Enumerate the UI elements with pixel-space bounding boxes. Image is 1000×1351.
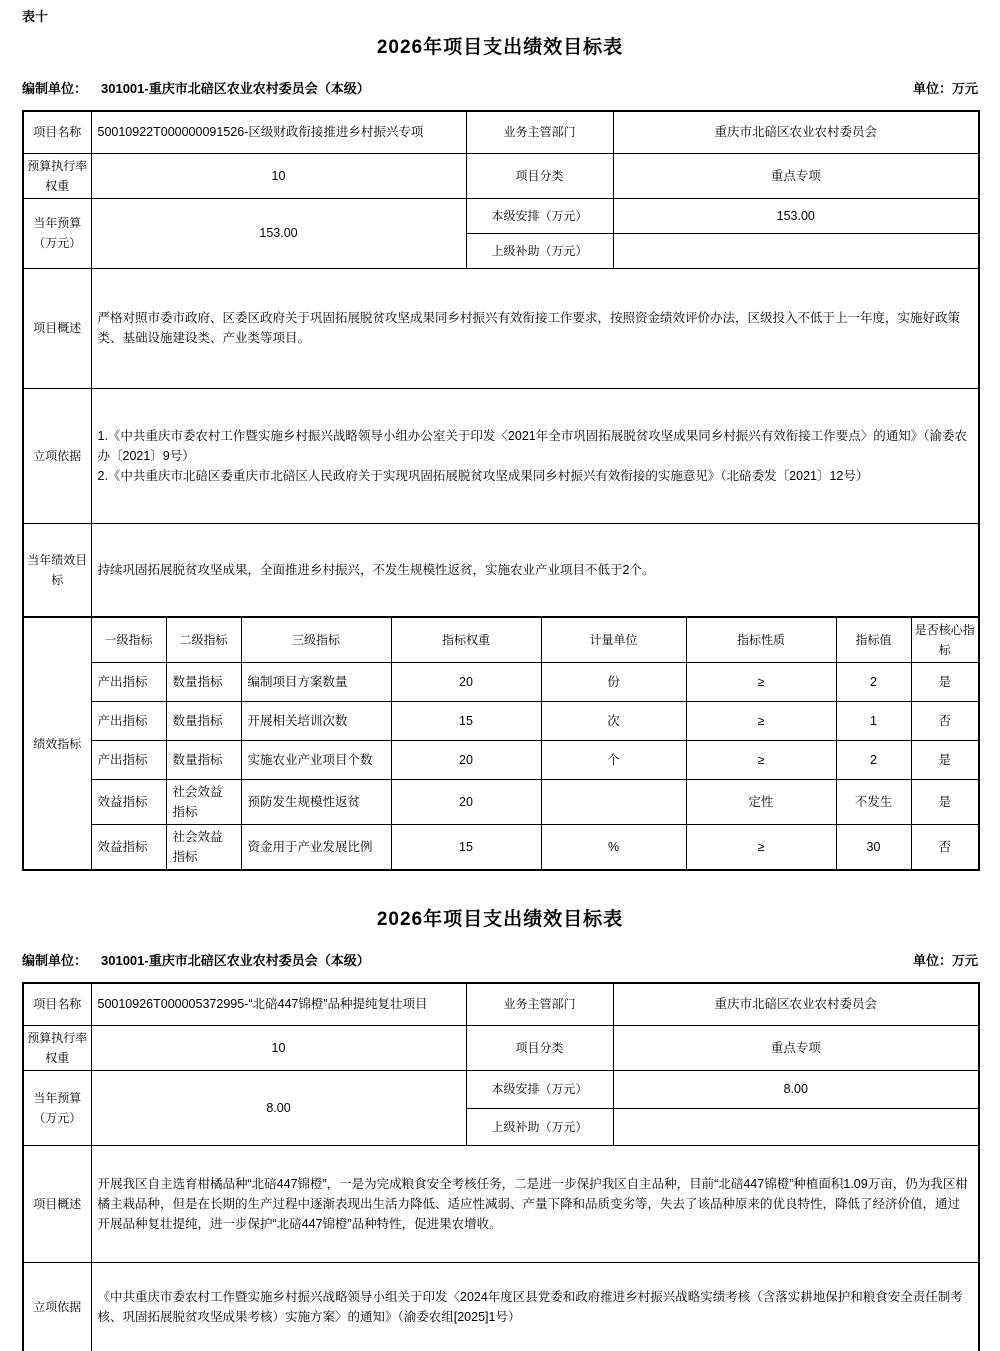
indicator-cell: 效益指标 [91,825,166,871]
exec-weight-label: 预算执行率权重 [23,153,91,198]
project-name-label: 项目名称 [23,111,91,153]
prepared-by-value: 301001-重庆市北碚区农业农村委员会（本级） [101,81,370,96]
table-number-label: 表十 [22,9,49,24]
basis-value [91,388,979,523]
indicator-cell: 否 [911,702,979,741]
indicator-cell: 数量指标 [166,702,241,741]
category-value: 重点专项 [613,153,979,198]
prepared-by [22,81,370,97]
indicator-cell [541,780,686,825]
prepared-by-label: 编制单位： [22,953,88,968]
indicator-cell: 30 [836,825,911,871]
indicator-cell: 个 [541,741,686,780]
dept-label: 业务主管部门 [466,111,613,153]
local-arrangement-value: 153.00 [613,198,979,233]
unit-label: 单位：万元 [912,81,978,96]
column-header: 指标权重 [391,617,541,663]
indicator-cell: % [541,825,686,871]
superior-subsidy-value [613,233,979,268]
overview-label: 项目概述 [23,268,91,388]
exec-weight-value: 10 [91,1025,466,1070]
exec-weight-value: 10 [91,153,466,198]
column-header: 二级指标 [166,617,241,663]
indicator-cell: 20 [391,780,541,825]
indicator-cell: 次 [541,702,686,741]
table-row [23,111,979,153]
indicator-cell: 份 [541,663,686,702]
indicator-cell: 社会效益指标 [166,825,241,871]
superior-subsidy-value [613,1108,979,1145]
basis-label: 立项依据 [23,388,91,523]
column-header: 指标值 [836,617,911,663]
column-header: 一级指标 [91,617,166,663]
prepared-by-label: 编制单位： [22,81,88,96]
indicator-cell: 产出指标 [91,741,166,780]
budget-value: 8.00 [91,1070,466,1145]
indicators-section-label: 绩效指标 [23,617,91,870]
project-name-label: 项目名称 [23,983,91,1025]
indicator-cell: 是 [911,741,979,780]
basis-label: 立项依据 [23,1262,91,1351]
project-info-table [22,982,980,1351]
overview-label: 项目概述 [23,1145,91,1262]
table-row [23,388,979,523]
dept-label: 业务主管部门 [466,983,613,1025]
indicator-cell: ≥ [686,663,836,702]
budget-value: 153.00 [91,198,466,268]
performance-indicators-table [22,616,980,871]
category-label: 项目分类 [466,1025,613,1070]
indicator-cell: ≥ [686,741,836,780]
indicator-cell: 2 [836,741,911,780]
prepared-by-value: 301001-重庆市北碚区农业农村委员会（本级） [101,953,370,968]
indicator-cell: 数量指标 [166,741,241,780]
dept-value: 重庆市北碚区农业农村委员会 [613,111,979,153]
basis-line: 2.《中共重庆市北碚区委重庆市北碚区人民政府关于实现巩固拓展脱贫攻坚成果同乡村振兴有效衔接的实施意见》（北碚委发〔2021〕12号） [97,468,869,483]
annual-goal-label: 当年绩效目标 [23,523,91,617]
column-header: 三级指标 [241,617,391,663]
indicator-cell: 不发生 [836,780,911,825]
budget-label: 当年预算（万元） [23,1070,91,1145]
column-header: 计量单位 [541,617,686,663]
overview-value: 开展我区自主选育柑橘品种“北碚447锦橙”，一是为完成粮食安全考核任务，二是进一步保护我区自主品种，目前“北碚447锦橙”种植面积1.09万亩，仍为我区柑橘主栽品种，但是在长期的生产过程中逐渐表现出生活力降低、适应性减弱、产量下降和品质变劣等，失去了该品种原来的优良特性，降低了经济价值，通过开展品种复壮提纯，进一步保护“北碚447锦橙”品种特性，促进果农增收。 [91,1145,979,1262]
dept-value: 重庆市北碚区农业农村委员会 [613,983,979,1025]
indicator-header-row [23,617,979,663]
local-arrangement-value: 8.00 [613,1070,979,1108]
indicator-row [23,825,979,871]
project-name-value: 50010922T000000091526-区级财政衔接推进乡村振兴专项 [91,111,466,153]
local-arrangement-label: 本级安排（万元） [466,1070,613,1108]
table-row [23,1070,979,1108]
column-header: 是否核心指标 [911,617,979,663]
table-row [23,268,979,388]
project-name-value: 50010926T000005372995-“北碚447锦橙”品种提纯复壮项目 [91,983,466,1025]
indicator-cell: 15 [391,825,541,871]
local-arrangement-label: 本级安排（万元） [466,198,613,233]
report-title: 2026年项目支出绩效目标表 [376,37,624,58]
indicator-cell: 1 [836,702,911,741]
indicator-cell: 是 [911,663,979,702]
indicator-cell: 20 [391,741,541,780]
exec-weight-label: 预算执行率权重 [23,1025,91,1070]
basis-line: 1.《中共重庆市委农村工作暨实施乡村振兴战略领导小组办公室关于印发〈2021年全市巩固拓展脱贫攻坚成果同乡村振兴有效衔接工作要点〉的通知》（渝委农办〔2021〕9号） [97,428,967,463]
indicator-cell: 资金用于产业发展比例 [241,825,391,871]
indicator-cell: 定性 [686,780,836,825]
table-row [23,198,979,233]
table-row [23,153,979,198]
indicator-cell: 产出指标 [91,663,166,702]
basis-value [91,1262,979,1351]
indicator-cell: 2 [836,663,911,702]
indicator-cell: 数量指标 [166,663,241,702]
category-label: 项目分类 [466,153,613,198]
overview-value: 严格对照市委市政府、区委区政府关于巩固拓展脱贫攻坚成果同乡村振兴有效衔接工作要求，按照资金绩效评价办法，区级投入不低于上一年度，实施好政策类、基础设施建设类、产业类等项目。 [91,268,979,388]
column-header: 指标性质 [686,617,836,663]
indicator-row [23,780,979,825]
budget-label: 当年预算（万元） [23,198,91,268]
indicator-cell: 开展相关培训次数 [241,702,391,741]
indicator-row [23,702,979,741]
unit-label: 单位：万元 [912,953,978,968]
indicator-cell: 20 [391,663,541,702]
indicator-cell: ≥ [686,702,836,741]
indicator-cell: 效益指标 [91,780,166,825]
indicator-row [23,663,979,702]
indicator-row [23,741,979,780]
superior-subsidy-label: 上级补助（万元） [466,1108,613,1145]
indicator-cell: 是 [911,780,979,825]
category-value: 重点专项 [613,1025,979,1070]
table-row [23,1025,979,1070]
annual-goal-value: 持续巩固拓展脱贫攻坚成果，全面推进乡村振兴，不发生规模性返贫，实施农业产业项目不低于2个。 [91,523,979,617]
indicator-cell: ≥ [686,825,836,871]
table-row [23,523,979,617]
table-row [23,1145,979,1262]
superior-subsidy-label: 上级补助（万元） [466,233,613,268]
indicator-cell: 编制项目方案数量 [241,663,391,702]
indicator-cell: 否 [911,825,979,871]
prepared-by [22,953,370,969]
basis-line: 《中共重庆市委农村工作暨实施乡村振兴战略领导小组关于印发〈2024年度区县党委和政府推进乡村振兴战略实绩考核（含落实耕地保护和粮食安全责任制考核、巩固拓展脱贫攻坚成果考核）实施方案〉的通知》（渝委农组[2025]1号） [97,1290,963,1325]
meta-row [22,81,978,97]
indicator-cell: 实施农业产业项目个数 [241,741,391,780]
table-row [23,983,979,1025]
indicator-cell: 预防发生规模性返贫 [241,780,391,825]
indicator-cell: 15 [391,702,541,741]
report-title: 2026年项目支出绩效目标表 [376,909,624,930]
indicator-cell: 社会效益指标 [166,780,241,825]
table-row [23,1262,979,1351]
project-info-table [22,110,980,618]
indicator-cell: 产出指标 [91,702,166,741]
meta-row [22,953,978,969]
